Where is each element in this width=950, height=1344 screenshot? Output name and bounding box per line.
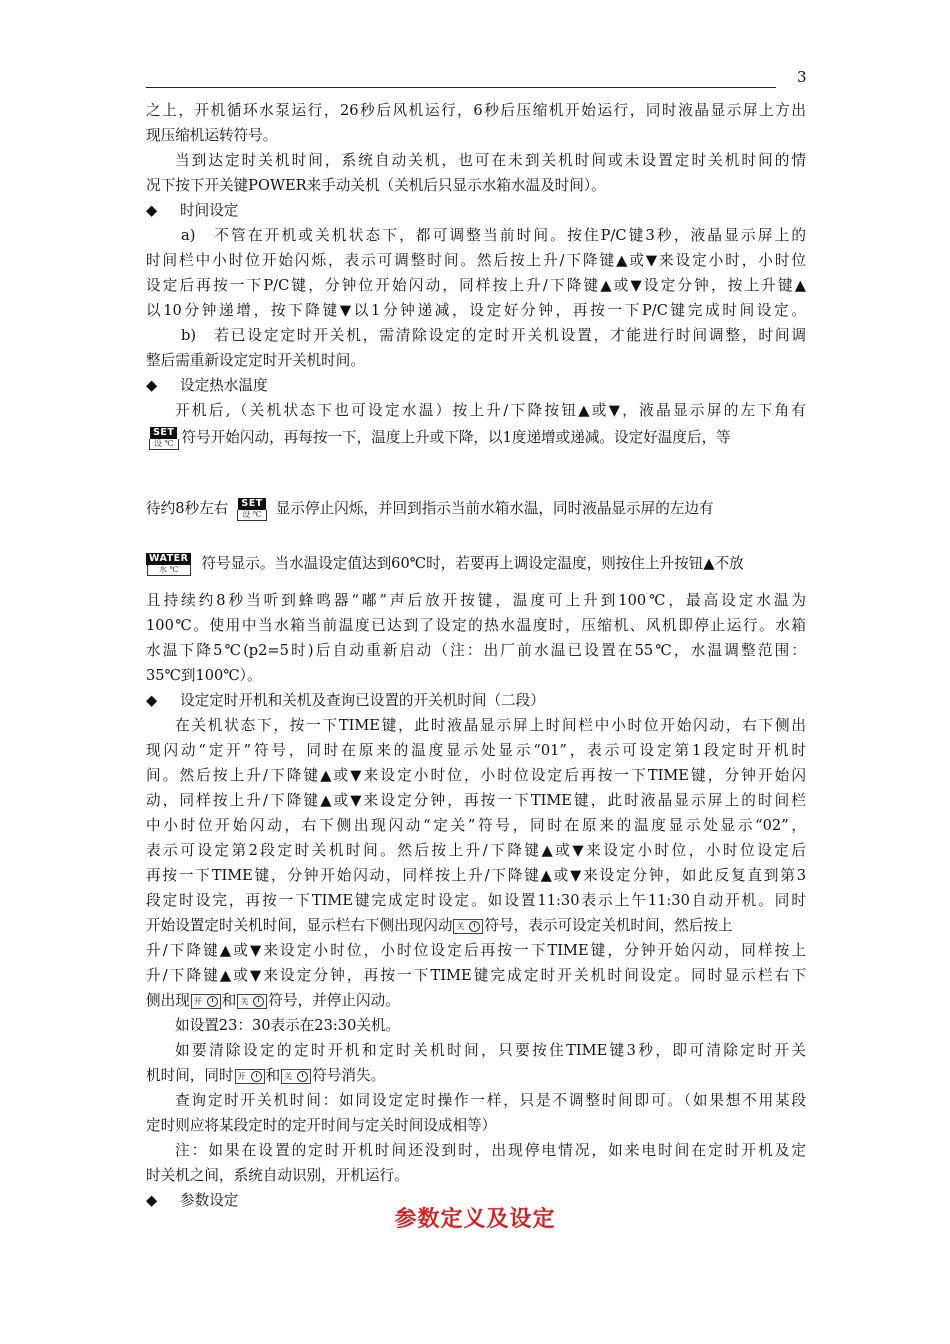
header-rule bbox=[146, 87, 776, 88]
text-line: 中小时位开始闪动，右下侧出现闪动“定关”符号，同时在原来的温度显示处显示“02”， bbox=[146, 817, 806, 834]
text-line: 且持续约8秒当听到蜂鸣器“嘟”声后放开按键，温度可上升到100℃，最高设定水温为 bbox=[146, 592, 806, 609]
text-line: 定时则应将某段定时的定开时间与定关时间设成相等） bbox=[146, 1117, 497, 1134]
bullet-diamond: ◆ bbox=[146, 1192, 158, 1209]
bullet-diamond: ◆ bbox=[146, 202, 158, 219]
text-fragment: 符号显示。当水温设定值达到60℃时，若要再上调设定温度，则按住上升按钮▲不放 bbox=[201, 555, 744, 572]
text-line: 当到达定时关机时间，系统自动关机，也可在未到关机时间或未设置定时关机时间的情 bbox=[175, 152, 806, 169]
text-line: 动，同样按上升/下降键▲或▼来设定分钟，再按一下TIME键，此时液晶显示屏上的时间栏 bbox=[146, 792, 806, 809]
text-line: 时间栏中小时位开始闪烁，表示可调整时间。然后按上升/下降键▲或▼来设定小时，小时位 bbox=[146, 252, 806, 269]
heading-text: 设定热水温度 bbox=[180, 377, 268, 394]
timer-off-icon: 关 bbox=[453, 919, 483, 934]
section-heading-timer bbox=[146, 688, 806, 713]
text-fragment: 侧出现 bbox=[146, 992, 190, 1009]
text-fragment: 符号开始闪动，再每按一下，温度上升或下降，以1度递增或递减。设定好温度后，等 bbox=[181, 429, 731, 446]
page-number: 3 bbox=[797, 68, 807, 86]
text-line: 以10分钟递增，按下降键▼以1分钟递减，设定好分钟，再按一下P/C键完成时间设定。 bbox=[146, 302, 806, 319]
heading-text: 时间设定 bbox=[180, 202, 239, 219]
text-fragment: 符号，表示可设定关机时间，然后按上 bbox=[484, 917, 733, 934]
text-line: 升/下降键▲或▼来设定小时位，小时位设定后再按一下TIME键，分钟开始闪动，同样按上 bbox=[146, 942, 806, 959]
text-line: 时关机之间，系统自动识别，开机运行。 bbox=[146, 1167, 409, 1184]
text-fragment: 和 bbox=[221, 992, 237, 1009]
clock-icon bbox=[253, 996, 264, 1007]
section-title: 参数定义及设定 bbox=[394, 1207, 556, 1232]
timer-off-icon: 关 bbox=[237, 994, 267, 1009]
text-line: 注：如果在设置的定时开机时间还没到时，出现停电情况，如来电时间在定时开机及定 bbox=[175, 1142, 806, 1159]
text-line-with-icon bbox=[146, 913, 806, 938]
text-line: 况下按下开关键POWER来手动关机（关机后只显示水箱水温及时间）。 bbox=[146, 177, 606, 194]
heading-text: 参数设定 bbox=[180, 1192, 239, 1209]
text-line: 查询定时开关机时间：如同设定定时操作一样，只是不调整时间即可。（如果想不用某段 bbox=[175, 1092, 806, 1109]
timer-on-icon: 开 bbox=[235, 1069, 265, 1084]
text-line: 段定时设完，再按一下TIME键完成定时设定。如设置11:30表示上午11:30自动开机。同时 bbox=[146, 892, 806, 909]
clock-icon bbox=[297, 1071, 308, 1082]
set-temp-icon: SET 设 ℃ bbox=[150, 427, 178, 450]
text-fragment: 符号消失。 bbox=[312, 1067, 386, 1084]
document-body bbox=[146, 98, 806, 1213]
text-line: 间。然后按上升/下降键▲或▼来设定小时位，小时位设定后再按一下TIME键，分钟开始闪 bbox=[146, 767, 806, 784]
water-temp-icon: WATER 水 ℃ bbox=[146, 553, 191, 576]
text-line: 35℃到100℃）。 bbox=[146, 667, 262, 684]
text-line: 现闪动“定开”符号，同时在原来的温度显示处显示“01”，表示可设定第1段定时开机时 bbox=[146, 742, 806, 759]
timer-off-icon: 关 bbox=[281, 1069, 311, 1084]
heading-text: 设定定时开机和关机及查询已设置的开关机时间（二段） bbox=[180, 692, 545, 709]
text-line: a) 不管在开机或关机状态下，都可调整当前时间。按住P/C键3秒，液晶显示屏上的 bbox=[181, 227, 806, 244]
text-line-with-icon bbox=[146, 533, 806, 588]
text-line: 整后需重新设定定时开关机时间。 bbox=[146, 352, 365, 369]
text-fragment: 待约8秒左右 bbox=[146, 500, 229, 517]
set-temp-icon: SET 设 ℃ bbox=[238, 498, 266, 521]
text-line-with-icon bbox=[146, 423, 806, 478]
text-line: b) 若已设定定时开关机，需清除设定的定时开关机设置，才能进行时间调整，时间调 bbox=[181, 327, 806, 344]
text-fragment: 开始设置定时关机时间，显示栏右下侧出现闪动 bbox=[146, 917, 453, 934]
bullet-diamond: ◆ bbox=[146, 692, 158, 709]
text-line: 如要清除设定的定时开机和定时关机时间，只要按住TIME键3秒，即可清除定时开关 bbox=[175, 1042, 806, 1059]
text-line: 再按一下TIME键，分钟开始闪动，同样按上升/下降键▲或▼来设定分钟，如此反复直到第3 bbox=[146, 867, 806, 884]
text-line: 之上，开机循环水泵运行，26秒后风机运行，6秒后压缩机开始运行，同时液晶显示屏上方出 bbox=[146, 102, 806, 119]
text-line: 如设置23：30表示在23:30关机。 bbox=[175, 1017, 401, 1034]
text-line: 100℃。使用中当水箱当前温度已达到了设定的热水温度时，压缩机、风机即停止运行。水箱 bbox=[146, 617, 806, 634]
text-fragment: 机时间，同时 bbox=[146, 1067, 234, 1084]
timer-on-icon: 开 bbox=[191, 994, 221, 1009]
text-line: 在关机状态下，按一下TIME键，此时液晶显示屏上时间栏中小时位开始闪动，右下侧出 bbox=[175, 717, 806, 734]
text-line: 现压缩机运转符号。 bbox=[146, 127, 278, 144]
text-fragment: 和 bbox=[265, 1067, 281, 1084]
text-line: 升/下降键▲或▼来设定分钟，再按一下TIME键完成定时开关机时间设定。同时显示栏右下 bbox=[146, 967, 806, 984]
text-line-with-icon bbox=[146, 478, 806, 533]
clock-icon bbox=[469, 921, 480, 932]
section-heading-water-temp bbox=[146, 373, 806, 398]
clock-icon bbox=[207, 996, 218, 1007]
clock-icon bbox=[251, 1071, 262, 1082]
text-line: 开机后,（关机状态下也可设定水温）按上升/下降按钮▲或▼，液晶显示屏的左下角有 bbox=[175, 402, 806, 419]
text-line: 设定后再按一下P/C键，分钟位开始闪动，同样按上升/下降键▲或▼设定分钟，按上升键▲ bbox=[146, 277, 806, 294]
text-line: 水温下降5℃(p2=5时)后自动重新启动（注：出厂前水温已设置在55℃，水温调整范围： bbox=[146, 642, 806, 659]
section-heading-time bbox=[146, 198, 806, 223]
text-fragment: 符号，并停止闪动。 bbox=[268, 992, 400, 1009]
text-fragment: 显示停止闪烁，并回到指示当前水箱水温，同时液晶显示屏的左边有 bbox=[275, 500, 714, 517]
text-line-with-icon bbox=[146, 1063, 806, 1088]
bullet-diamond: ◆ bbox=[146, 377, 158, 394]
text-line: 表示可设定第2段定时关机时间。然后按上升/下降键▲或▼来设定小时位，小时位设定后 bbox=[146, 842, 806, 859]
text-line-with-icon bbox=[146, 988, 806, 1013]
